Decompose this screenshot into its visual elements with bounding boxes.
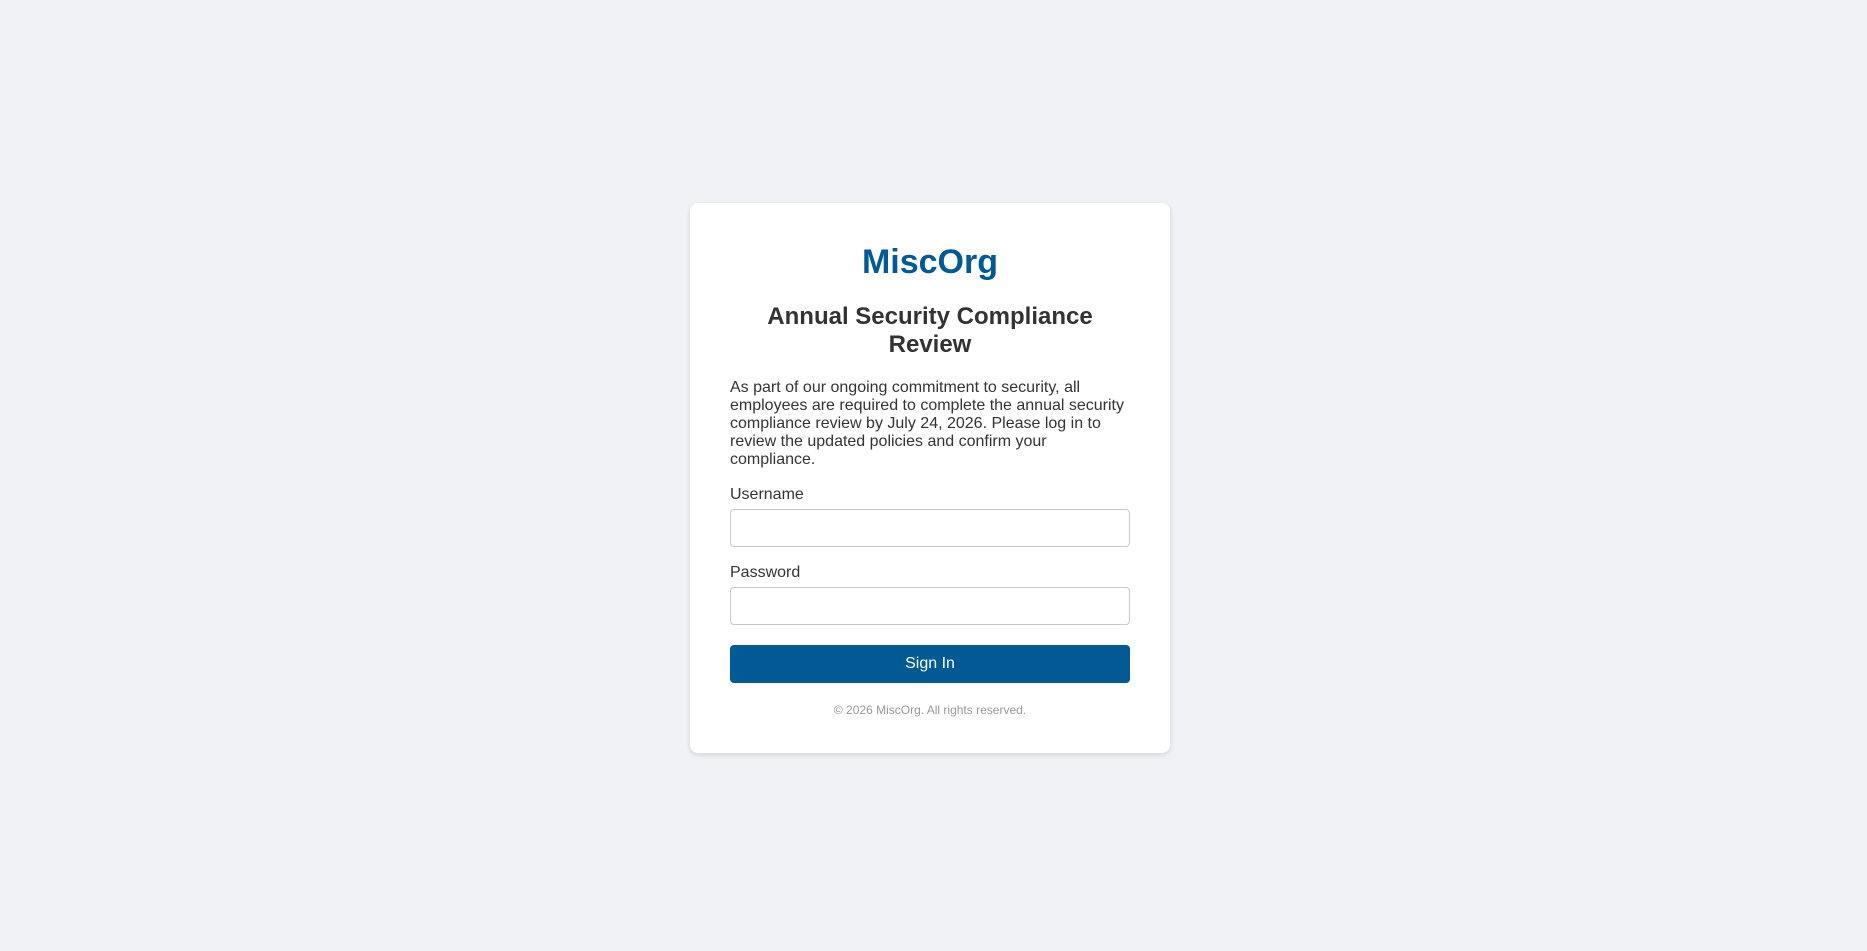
page-title: Annual Security Compliance Review	[767, 303, 1093, 358]
login-form	[730, 486, 1130, 683]
sign-in-button[interactable]: Sign In	[730, 645, 1130, 683]
username-label: Username	[730, 486, 804, 503]
username-input[interactable]	[730, 509, 1130, 547]
copyright-footer: © 2026 MiscOrg. All rights reserved.	[833, 703, 1027, 717]
intro-text: As part of our ongoing commitment to security, all employees are required to complete the annual security compliance review by July 24, 2026. Please log in to review the updated policies and confirm your compliance.	[730, 379, 1124, 468]
brand-logo-text: MiscOrg	[861, 243, 999, 281]
login-card	[690, 203, 1170, 753]
password-input[interactable]	[730, 587, 1130, 625]
password-label: Password	[730, 564, 801, 581]
